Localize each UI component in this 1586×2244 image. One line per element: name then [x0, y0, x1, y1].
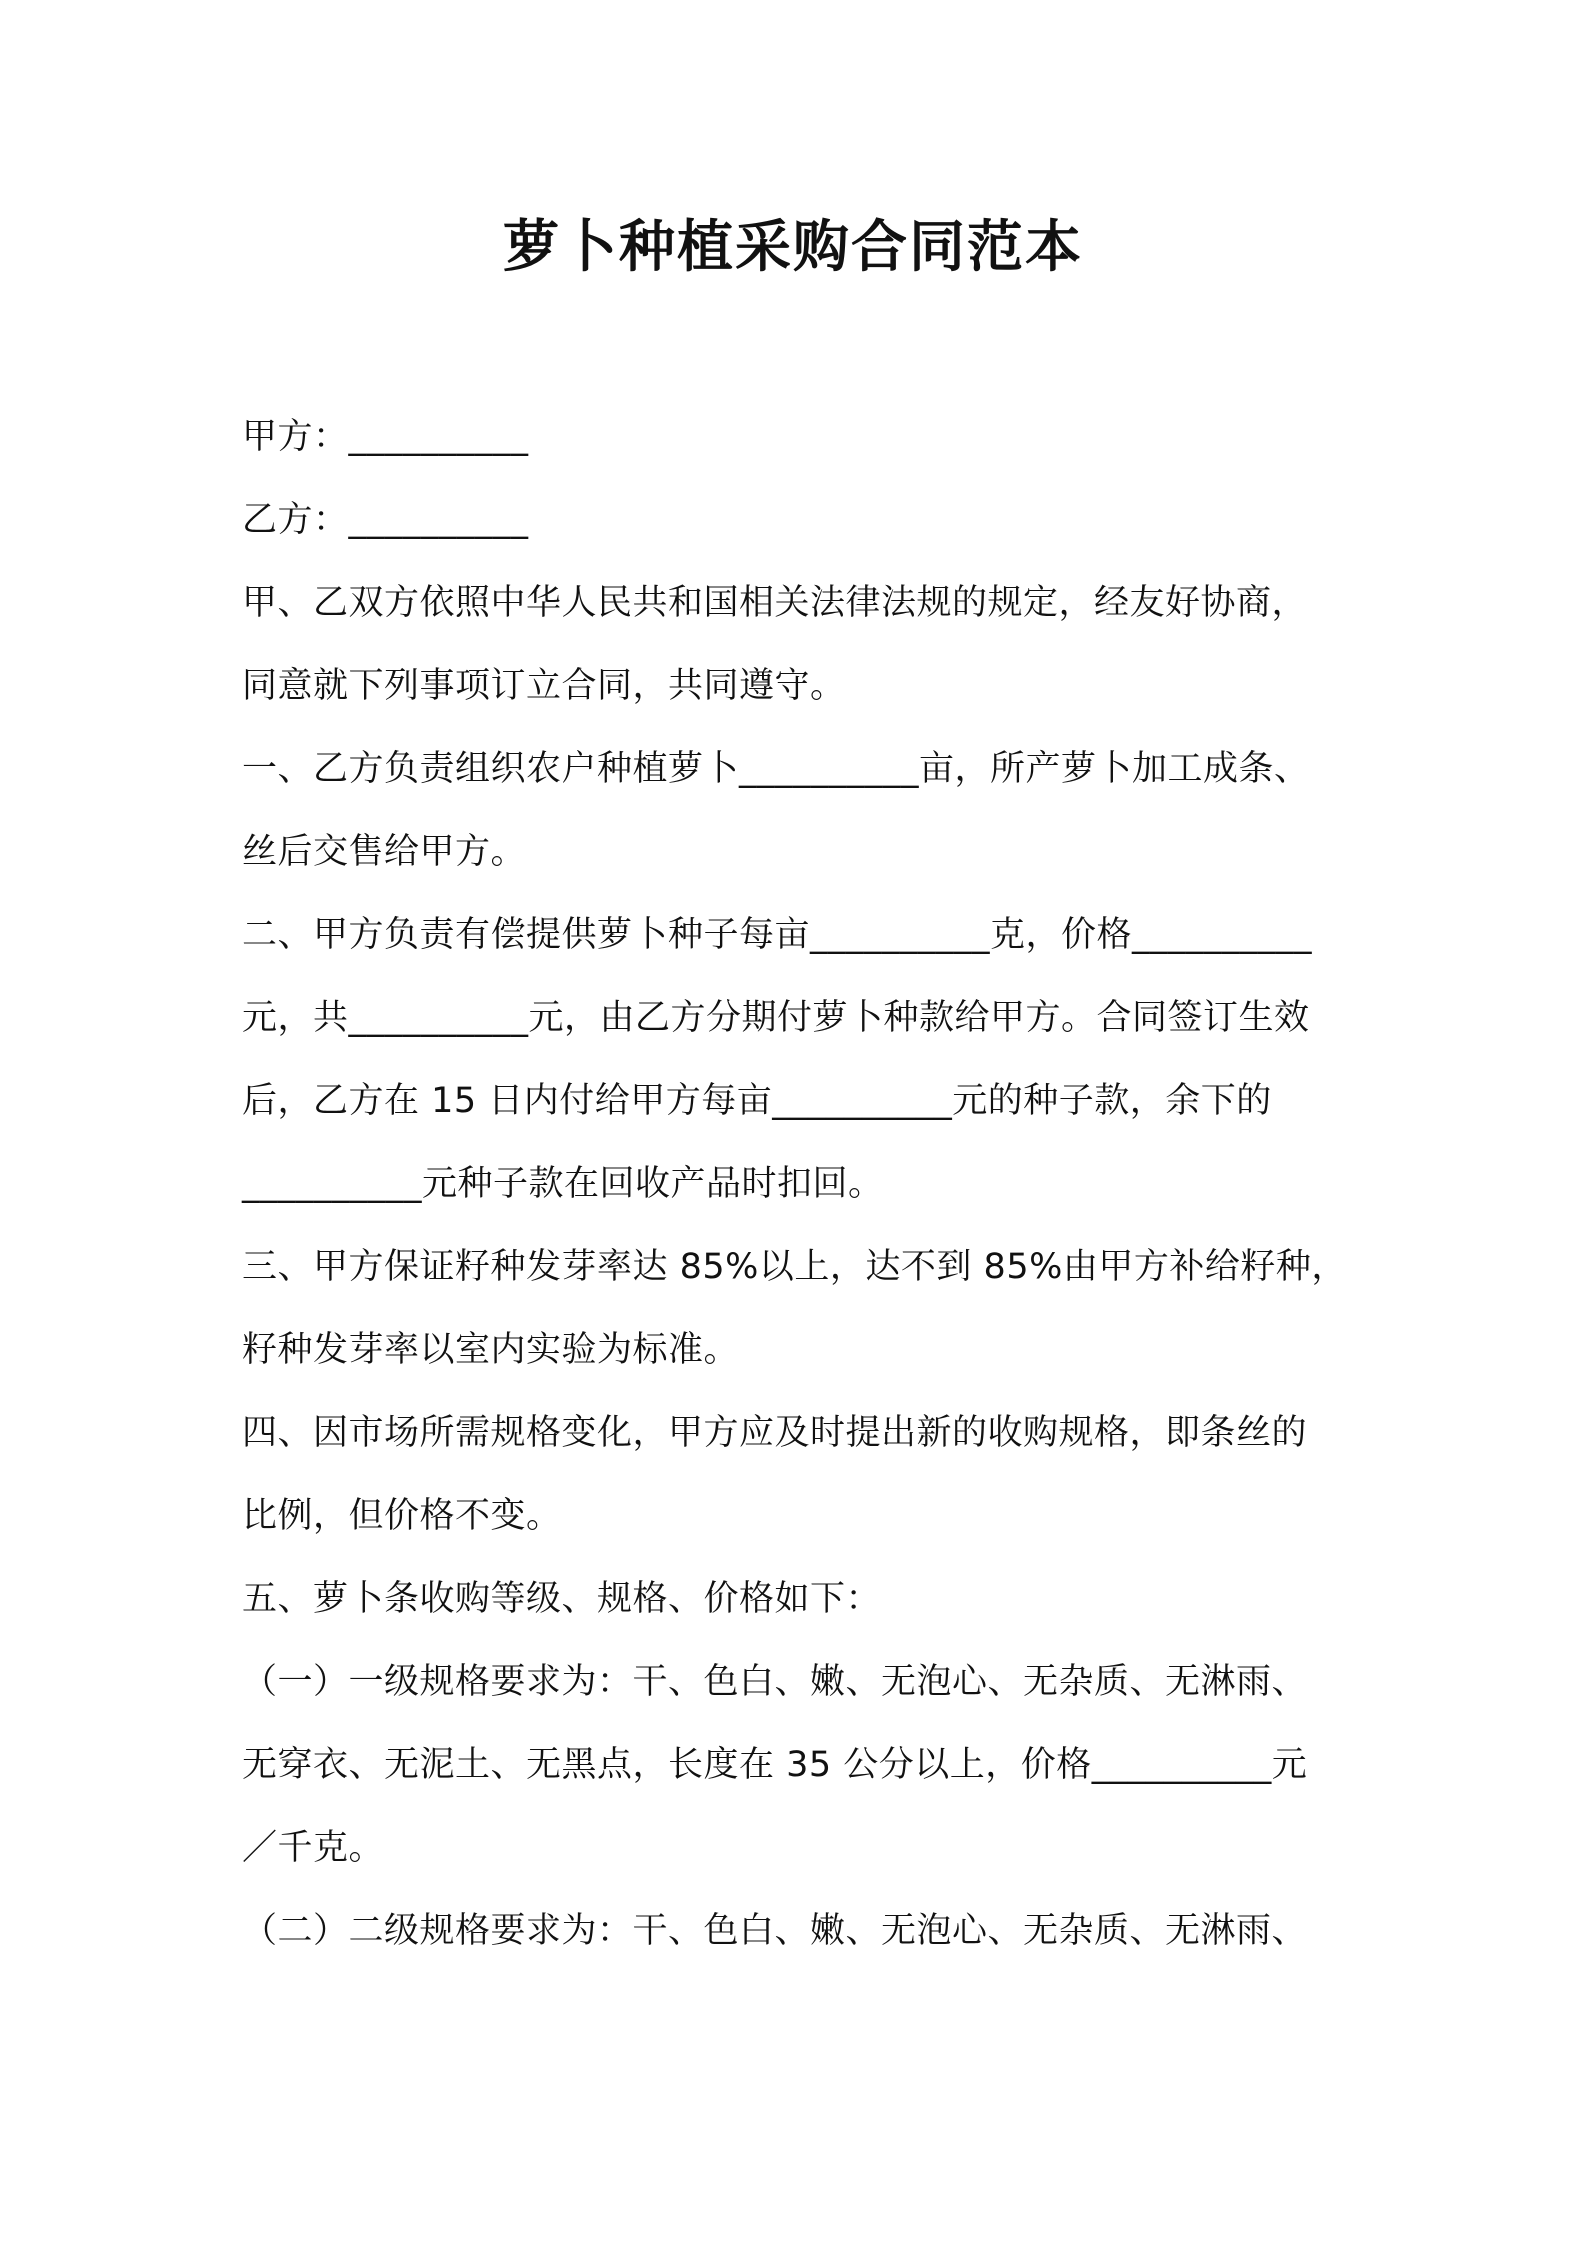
clause-2-line-1: 二、甲方负责有偿提供萝卜种子每亩__________克，价格__________ — [242, 915, 1313, 955]
clause-1-line-2: 丝后交售给甲方。 — [242, 832, 527, 872]
party-a-line: 甲方：__________ — [242, 417, 529, 457]
clause-3-line-2: 籽种发芽率以室内实验为标准。 — [242, 1330, 740, 1370]
document-title: 萝卜种植采购合同范本 — [503, 215, 1083, 280]
clause-1-line-1: 一、乙方负责组织农户种植萝卜__________亩，所产萝卜加工成条、 — [242, 749, 1310, 789]
grade-2-line-1: （二）二级规格要求为：干、色白、嫩、无泡心、无杂质、无淋雨、 — [242, 1911, 1308, 1951]
grade-1-line-1: （一）一级规格要求为：干、色白、嫩、无泡心、无杂质、无淋雨、 — [242, 1662, 1308, 1702]
party-b-line: 乙方：__________ — [242, 500, 529, 540]
clause-5-heading: 五、萝卜条收购等级、规格、价格如下： — [242, 1579, 882, 1619]
clause-2-line-4: __________元种子款在回收产品时扣回。 — [242, 1164, 884, 1204]
grade-1-line-2: 无穿衣、无泥土、无黑点，长度在 35 公分以上，价格__________元 — [242, 1745, 1308, 1785]
clause-4-line-2: 比例，但价格不变。 — [242, 1496, 562, 1536]
clause-4-line-1: 四、因市场所需规格变化，甲方应及时提出新的收购规格，即条丝的 — [242, 1413, 1308, 1453]
preamble-line-1: 甲、乙双方依照中华人民共和国相关法律法规的规定，经友好协商， — [242, 583, 1308, 623]
clause-2-line-3: 后，乙方在 15 日内付给甲方每亩__________元的种子款，余下的 — [242, 1081, 1272, 1121]
grade-1-line-3: ／千克。 — [242, 1828, 385, 1868]
clause-3-line-1: 三、甲方保证籽种发芽率达 85%以上，达不到 85%由甲方补给籽种， — [242, 1247, 1347, 1287]
preamble-line-2: 同意就下列事项订立合同，共同遵守。 — [242, 666, 846, 706]
clause-2-line-2: 元，共__________元，由乙方分期付萝卜种款给甲方。合同签订生效 — [242, 998, 1310, 1038]
